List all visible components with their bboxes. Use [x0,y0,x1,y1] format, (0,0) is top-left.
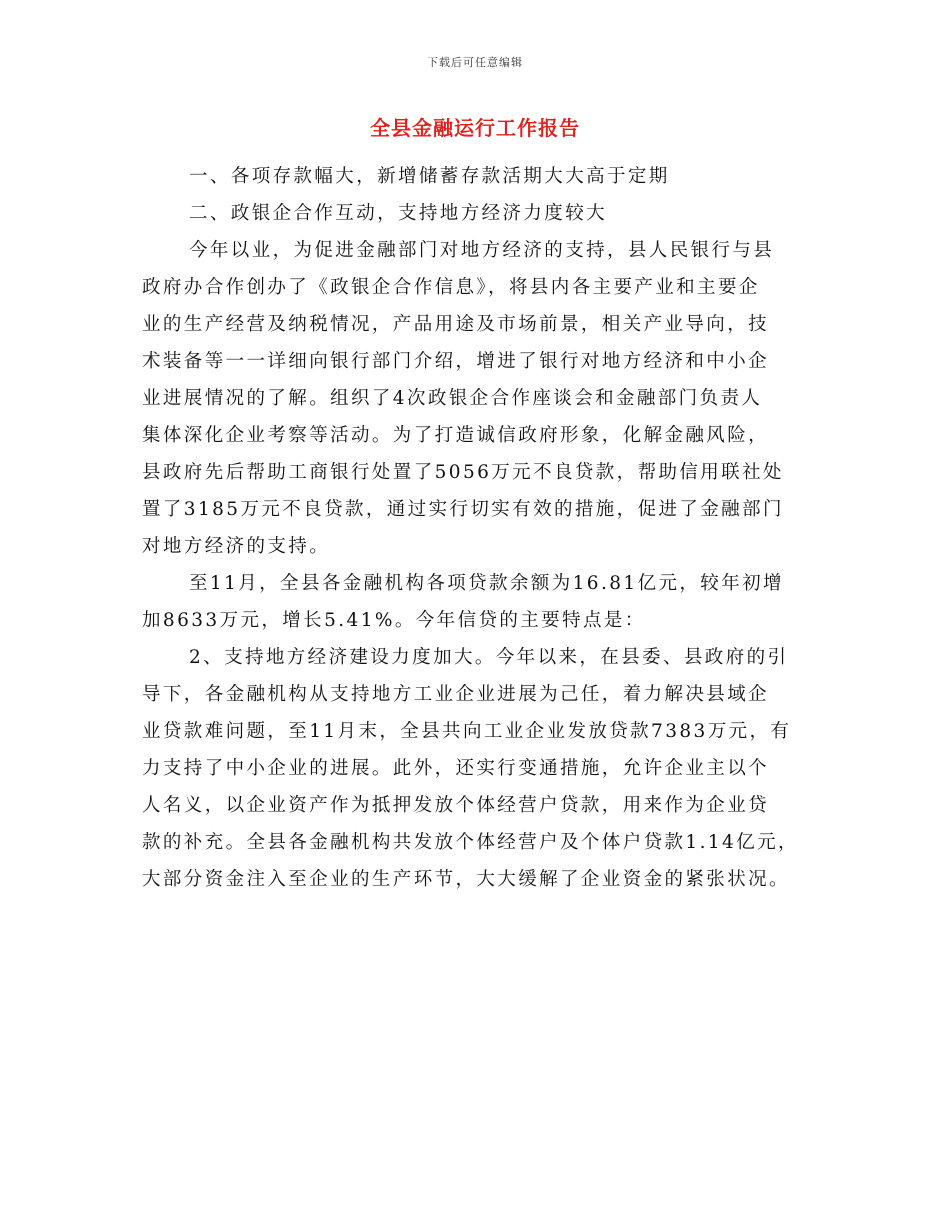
body-line: 人名义，以企业资产作为抵押发放个体经营户贷款，用来作为企业贷 [142,795,770,816]
body-line: 款的补充。全县各金融机构共发放个体经营户及个体户贷款1.14亿元， [142,832,799,853]
body-line: 术装备等一一详细向银行部门介绍，增进了银行对地方经济和中小企 [142,351,770,372]
body-line: 一、各项存款幅大，新增储蓄存款活期大大高于定期 [189,166,670,187]
body-line: 县政府先后帮助工商银行处置了5056万元不良贷款，帮助信用联社处 [142,462,784,483]
body-line: 今年以业，为促进金融部门对地方经济的支持，县人民银行与县 [189,240,775,261]
header-note: 下载后可任意编辑 [427,56,523,69]
document-body [142,158,810,898]
body-line: 2、支持地方经济建设力度加大。今年以来，在县委、县政府的引 [189,647,789,668]
body-line: 业进展情况的了解。组织了4次政银企合作座谈会和金融部门负责人 [142,388,763,409]
body-line: 置了3185万元不良贷款，通过实行切实有效的措施，促进了金融部门 [142,499,784,520]
body-line: 力支持了中小企业的进展。此外，还实行变通措施，允许企业主以个 [142,758,770,779]
body-line: 对地方经济的支持。 [142,536,331,557]
body-line: 业贷款难问题，至11月末，全县共向工业企业发放贷款7383万元，有 [142,721,792,742]
body-line: 导下，各金融机构从支持地方工业企业进展为己任，着力解决县域企 [142,684,770,705]
body-line: 二、政银企合作互动，支持地方经济力度较大 [189,203,608,224]
body-line: 至11月，全县各金融机构各项贷款余额为16.81亿元，较年初增 [189,573,784,594]
document-title: 全县金融运行工作报告 [370,116,580,140]
body-line: 加8633万元，增长5.41%。今年信贷的主要特点是： [142,610,646,631]
body-line: 集体深化企业考察等活动。为了打造诚信政府形象，化解金融风险， [142,425,770,446]
body-line: 政府办合作创办了《政银企合作信息》，将县内各主要产业和主要企 [142,277,760,298]
body-line: 大部分资金注入至企业的生产环节，大大缓解了企业资金的紧张状况。 [142,869,790,890]
body-line: 业的生产经营及纳税情况，产品用途及市场前景，相关产业导向，技 [142,314,770,335]
